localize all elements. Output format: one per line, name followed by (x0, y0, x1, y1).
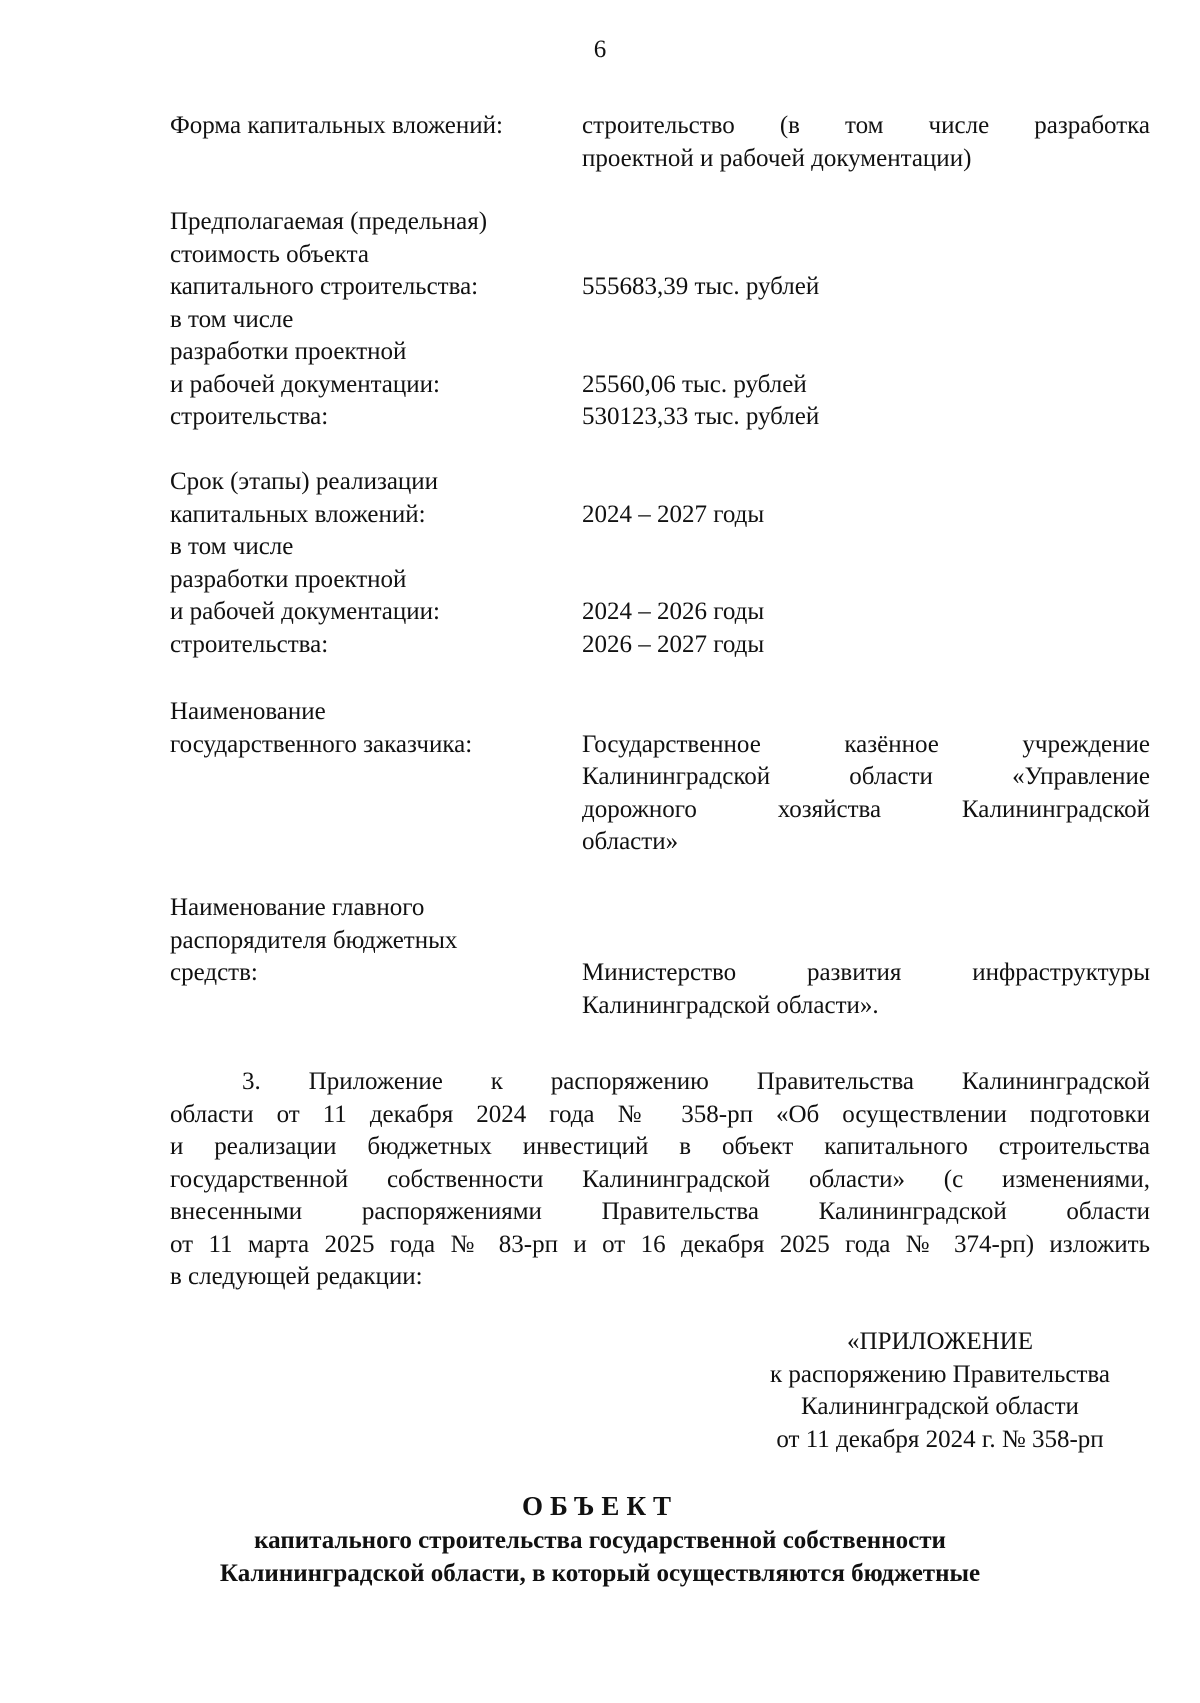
appendix-title: «ПРИЛОЖЕНИЕ (847, 1328, 1033, 1355)
field-value: Государственное казённое учреждение Калининградской области «Управление дорожного хозяйства Калининградской области» (582, 730, 1150, 855)
paragraph-3 (170, 1066, 1150, 1294)
appendix-header (730, 1326, 1150, 1456)
paragraph-line: от 11 марта 2025 года № 83-рп и от 16 декабря 2025 года № 374-рп) изложить (170, 1230, 1150, 1258)
field-value: строительство (в том числе разработка проектной и рабочей документации) (582, 112, 1150, 172)
field-value: 555683,39 тыс. рублей 25560,06 тыс. рублей 530123,33 тыс. рублей (582, 273, 820, 430)
object-subtitle-line: капитального строительства государственной собственности (254, 1527, 946, 1554)
object-title: ОБЪЕКТ (521, 1491, 679, 1521)
paragraph-line: 3. Приложение к распоряжению Правительства Калининградской (242, 1068, 1150, 1095)
paragraph-line: области от 11 декабря 2024 года № 358-рп «Об осуществлении подготовки (170, 1100, 1150, 1128)
field-label: Предполагаемая (предельная) стоимость объекта капитального строительства: в том числе разработки проектной и рабочей документации: строительства: (170, 208, 488, 430)
appendix-line: Калининградской области (801, 1393, 1079, 1420)
field-label: Форма капитальных вложений: (170, 112, 503, 139)
field-label: Наименование главного распорядителя бюджетных средств: (170, 894, 458, 986)
field-value: Министерство развития инфраструктуры Калининградской области». (582, 959, 1150, 1019)
paragraph-line: государственной собственности Калининградской области» (с изменениями, (170, 1165, 1150, 1193)
paragraph-line: и реализации бюджетных инвестиций в объект капитального строительства (170, 1133, 1150, 1160)
appendix-line: от 11 декабря 2024 г. № 358-рп (776, 1425, 1104, 1453)
field-label: Наименование государственного заказчика: (170, 698, 473, 758)
page-number: 6 (593, 36, 607, 63)
appendix-line: к распоряжению Правительства (769, 1360, 1110, 1388)
field-label: Срок (этапы) реализации капитальных вложений: в том числе разработки проектной и рабочей документации: строительства: (170, 468, 440, 658)
paragraph-line: внесенными распоряжениями Правительства Калининградской области (170, 1198, 1150, 1225)
paragraph-line: в следующей редакции: (170, 1263, 423, 1290)
object-subtitle (0, 1525, 1200, 1590)
field-value: 2024 – 2027 годы 2024 – 2026 годы 2026 – 2027 годы (582, 500, 765, 658)
object-subtitle-line: Калининградской области, в который осуществляются бюджетные (219, 1559, 981, 1587)
